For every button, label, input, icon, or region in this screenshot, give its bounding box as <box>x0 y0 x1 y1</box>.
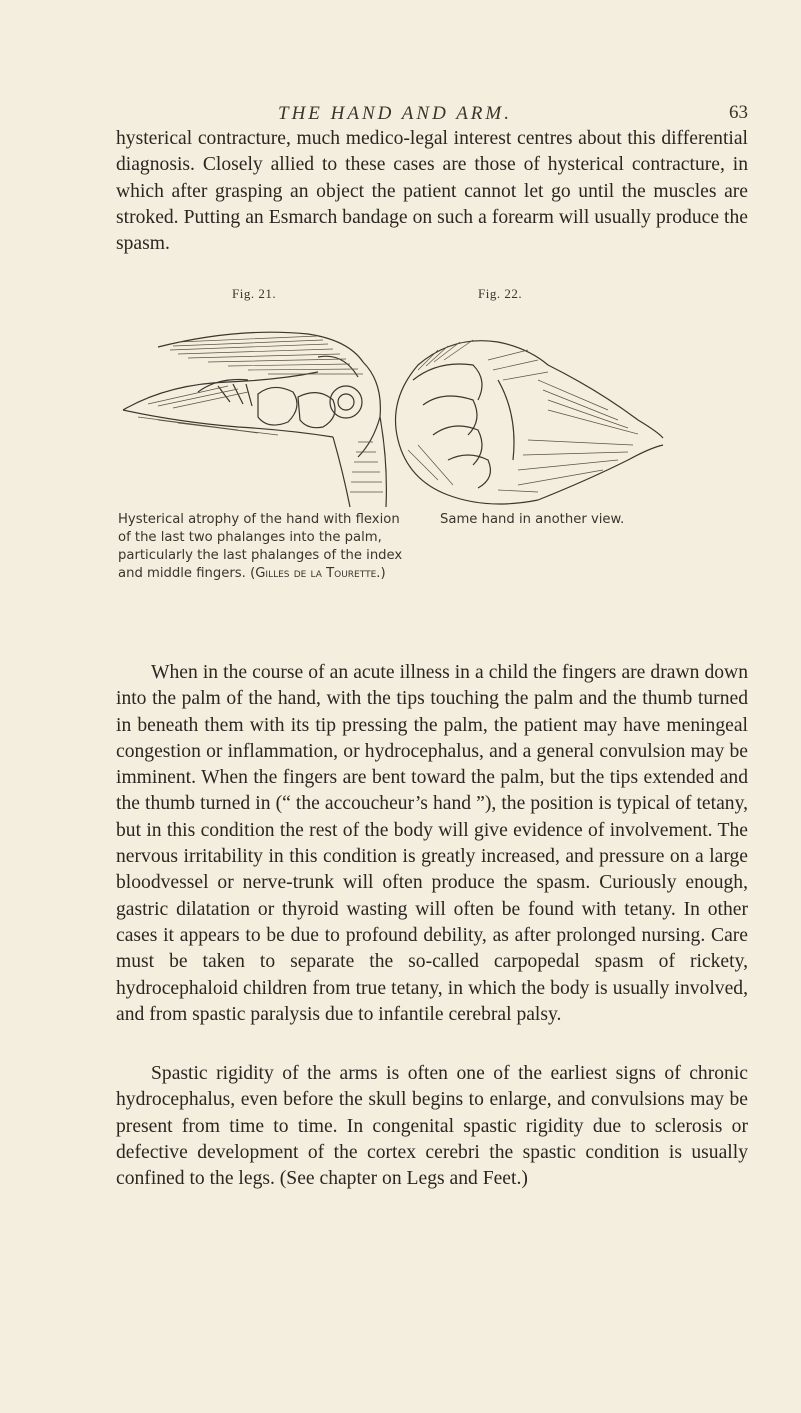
paragraph: Spastic rigidity of the arms is often one of the earliest signs of chronic hydrocephalus, even before the skull begins to enlarge, and convulsions may be present from time to time. In congenital spastic rigidity due to sclerosis or defective development of the cortex cerebri the spastic condition is usually confined to the legs. (See chapter on Legs and Feet.) <box>116 1063 748 1190</box>
page-number: 63 <box>729 102 748 123</box>
figure-21-hand-engraving <box>118 322 408 512</box>
figure-21-label: Fig. 21. <box>232 286 277 301</box>
paragraph-continued: hysterical contracture, much medico-legal interest centres about this differential diagnosis. Closely allied to these cases are those of hysterical contracture, in which after grasping an object the patient cannot let go until the muscles are stroked. Putting an Esmarch bandage on such a forearm will usually produce the spasm. <box>116 128 748 255</box>
figure-21-caption <box>118 511 403 583</box>
figure-22-label: Fig. 22. <box>478 286 523 301</box>
paragraph: When in the course of an acute illness in a child the fingers are drawn down into the palm of the hand, with the tips touching the palm and the thumb turned in beneath them with its tip pressing the palm, the patient may have meningeal congestion or inflammation, or hydrocephalus, and a general convulsion may be imminent. When the fingers are bent toward the palm, but the tips extended and the thumb turned in (“ the accoucheur’s hand ”), the position is typical of tetany, but in this condition the rest of the body will give evidence of involvement. The nervous irritability in this condition is greatly increased, and pressure on a large bloodvessel or nerve-trunk will often produce the spasm. Curiously enough, gastric dilatation or thyroid wasting will often be found with tetany. In other cases it appears to be due to profound debility, as after prolonged nursing. Care must be taken to separate the so-called carpopedal spasm of rickety, hydrocephaloid children from true tetany, in which the body is usually involved, and from spastic paralysis due to infantile cerebral palsy. <box>116 662 748 1025</box>
figure-22-caption: Same hand in another view. <box>440 512 625 527</box>
figure-21-credit: (Gilles de la Tourette.) <box>250 566 386 581</box>
running-head: THE HAND AND ARM. <box>278 103 512 124</box>
figure-22-hand-engraving <box>378 320 668 520</box>
figure-21-caption-text: Hysterical atrophy of the hand with flexion of the last two phalanges into the palm, particularly the last phalanges of the index and middle fingers. <box>118 512 403 581</box>
